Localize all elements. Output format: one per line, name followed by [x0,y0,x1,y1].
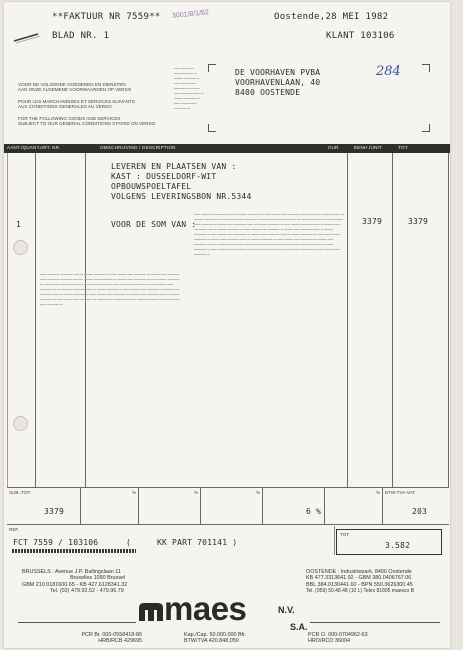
totals-rule-bottom [7,524,449,525]
footer-right-reg [308,632,368,645]
bleedthrough-text: ▬▬ ▬▬▬ ▬ ▬▬▬▬ ▬▬ ▬ ▬▬▬ ▬▬▬▬ ▬ ▬▬ ▬▬▬ ▬▬ ▬▬▬▬ ▬ ▬▬▬ ▬▬ ▬▬▬▬ ▬▬ ▬ ▬▬▬ ▬▬▬▬ ▬ ▬▬ ▬▬▬ ▬▬ ▬▬▬▬ ▬ [174,66,204,110]
punch-hole-bottom [13,416,28,431]
col-qty: AANT./QUANT. [7,145,41,150]
oostende-line-2: KB 477.3313641.92 - GBM 380.0406767.06 [306,575,412,582]
unit-price: 3379 [362,217,383,226]
pcr-right: PCR O. 000-0704962-63 [308,632,368,638]
ref-dotted-bar [12,549,136,553]
invoice-date: Oostende,28 MEI 1982 [274,12,389,22]
totals-sep-5 [324,487,325,524]
col-unit: EENH./UNIT [354,145,383,150]
brussels-address [22,569,127,594]
sheet-number: BLAD NR. 1 [52,31,110,41]
pct-2: % [194,490,199,495]
rule-cur [347,153,348,487]
desc-line-1: LEVEREN EN PLAATSEN VAN : [111,162,237,171]
punch-hole-top [13,240,28,255]
handwritten-number: 284 [376,64,401,79]
rule-right [448,153,449,487]
address-corner-bl [208,124,216,132]
paperclip-mark [12,32,42,44]
item-qty: 1 [16,220,22,229]
pct-4: % [376,490,381,495]
bleedthrough-body: ▬▬ ▬▬▬ ▬ ▬▬▬▬ ▬▬ ▬ ▬▬▬ ▬▬▬▬ ▬ ▬▬ ▬▬▬ ▬▬ ▬▬▬▬ ▬ ▬▬▬ ▬▬ ▬▬▬▬ ▬▬ ▬ ▬▬▬ ▬▬▬▬ ▬ ▬▬ ▬▬▬ ▬▬ ▬▬▬▬ ▬ ▬▬▬ ▬▬ ▬▬▬▬ ▬▬ ▬ ▬▬▬ ▬▬▬▬ ▬ ▬▬ ▬▬▬ ▬▬ ▬▬▬▬ ▬ ▬▬▬ ▬▬ ▬▬▬▬ ▬▬ ▬ ▬▬▬ ▬▬▬▬ ▬ ▬▬ ▬▬▬ ▬▬ ▬▬▬▬ ▬ ▬▬▬ ▬▬ ▬▬▬▬ ▬▬ ▬ ▬▬▬ ▬▬▬▬ ▬ ▬▬ ▬▬▬ ▬▬ ▬▬▬▬ ▬ ▬▬▬ ▬▬ ▬▬▬▬ ▬▬ ▬ ▬▬▬ ▬▬▬▬ ▬ ▬▬ ▬▬▬ ▬▬ ▬▬▬▬ ▬ ▬▬▬ ▬▬ ▬▬▬▬ ▬▬ ▬ ▬▬▬ ▬▬▬▬ ▬ ▬▬ ▬▬▬ ▬▬ ▬▬▬▬ ▬ ▬▬▬ ▬▬ ▬▬▬▬ ▬▬ ▬ ▬▬▬ ▬▬▬▬ ▬ ▬▬ ▬▬▬ ▬▬ ▬▬▬▬ ▬ ▬▬▬ ▬▬ ▬▬▬▬ ▬▬ ▬ ▬▬▬ ▬▬▬▬ ▬ ▬▬ ▬▬▬ ▬▬ ▬▬▬▬ ▬ ▬▬▬ ▬▬ ▬▬▬▬ ▬▬ ▬ ▬▬▬ ▬▬▬▬ ▬ ▬▬ ▬▬▬ ▬▬ ▬▬▬▬ ▬ ▬▬▬ ▬▬ ▬▬▬▬ ▬▬ ▬ ▬▬▬ ▬▬▬▬ ▬ ▬▬ ▬▬▬ ▬▬ ▬▬▬▬ ▬ [194,212,344,256]
conditions-fr: POUR LES MARCHANDISES ET SERVICES SUIVANTS AUX CONDITIONS GENERALES AU VERSO [18,99,135,110]
desc-line-3: OPBOUWSPOELTAFEL [111,182,192,191]
maes-logo-mark [138,602,164,622]
capital: Kap./Cap. 50.000.000 Bfr. [184,632,247,638]
address-corner-br [422,124,430,132]
brussels-line-2: Bruxelles 1090 Brussel [70,575,126,582]
pcr-left: PCR Br. 000-0558418-86 [81,632,142,638]
footer-center-reg [184,632,246,645]
col-description: OMSCHRIJVING / DESCRIPTION [100,145,176,150]
address-corner-tr [422,64,430,72]
totals-sep-4 [262,487,263,524]
subtot-value: 3379 [44,507,65,516]
footer-rule-left [18,622,136,623]
rule-unit [392,153,393,487]
ref-value: FCT 7559 / 103106 [13,538,99,547]
hrb-left: HRB/RCB 429695 [98,638,142,645]
invoice-number: **FAKTUUR NR 7559** [52,12,161,22]
sum-label: VOOR DE SOM VAN : [111,220,197,229]
desc-line-4: VOLGENS LEVERINGSBON NR.5344 [111,192,252,201]
invoice-page [4,2,450,648]
brussels-line-3: GBM 210.0181600.65 - KB 427.6128341.32 [22,581,128,588]
totals-sep-3 [200,487,201,524]
kk-part: KK PART 701141 ) [157,538,238,547]
totals-sep-1 [80,487,81,524]
oostende-line-3: BBL 384.0130441.60 - BPN 550.3626300.45 [306,581,413,588]
address-line-2: VOORHAVENLAAN, 40 [235,78,321,87]
oostende-line-4: Tel. (059) 50.48.48 (10 L) Telex 81805 maesco B [306,587,415,594]
vat-number: BTW/TVA 420.848.059 [184,638,239,645]
bleedthrough-left: ▬▬ ▬▬▬ ▬ ▬▬▬▬ ▬▬ ▬ ▬▬▬ ▬▬▬▬ ▬ ▬▬ ▬▬▬ ▬▬ ▬▬▬▬ ▬ ▬▬▬ ▬▬ ▬▬▬▬ ▬▬ ▬ ▬▬▬ ▬▬▬▬ ▬ ▬▬ ▬▬▬ ▬▬ ▬▬▬▬ ▬ ▬▬▬ ▬▬ ▬▬▬▬ ▬▬ ▬ ▬▬▬ ▬▬▬▬ ▬ ▬▬ ▬▬▬ ▬▬ ▬▬▬▬ ▬ ▬▬▬ ▬▬ ▬▬▬▬ ▬▬ ▬ ▬▬▬ ▬▬▬▬ ▬ ▬▬ ▬▬▬ ▬▬ ▬▬▬▬ ▬ ▬▬▬ ▬▬ ▬▬▬▬ ▬▬ ▬ ▬▬▬ ▬▬▬▬ ▬ ▬▬ ▬▬▬ ▬▬ ▬▬▬▬ ▬ ▬▬▬ ▬▬ ▬▬▬▬ ▬▬ ▬ ▬▬▬ ▬▬▬▬ ▬ ▬▬ ▬▬▬ ▬▬ ▬▬▬▬ ▬ ▬▬▬ ▬▬ ▬▬▬▬ ▬▬ ▬ ▬▬▬ ▬▬▬▬ ▬ ▬▬ ▬▬▬ ▬▬ ▬▬▬▬ ▬ ▬▬▬ ▬▬ ▬▬▬▬ ▬▬ ▬ ▬▬▬ ▬▬▬▬ ▬ ▬▬ ▬▬▬ ▬▬ ▬▬▬▬ ▬ [40,272,180,306]
hro-right: HRO/RCO 36004 [308,638,350,645]
address-line-1: DE VOORHAVEN PVBA [235,68,321,77]
vat-label: BTW-TVA-VAT [385,490,416,495]
address-corner-tl [208,64,216,72]
client-number: KLANT 103106 [326,31,395,41]
totals-sep-6 [382,487,383,524]
address-line-3: 8400 OOSTENDE [235,88,301,97]
oostende-address [306,569,414,594]
table-header [4,144,450,153]
nv-label: N.V. [278,605,295,615]
pct-1: % [132,490,137,495]
totals-sep-2 [138,487,139,524]
rule-qty [35,153,36,487]
col-cur: CUR. [328,145,341,150]
handwritten-stamp: 3001/8/1/82 [171,9,210,20]
conditions-nl: VOOR DE VOLGENDE GOEDEREN EN DIENSTEN AAN ONZE ALGEMENE VOORWAARDEN OP VERSO [18,82,132,93]
subtot-label: SUB.-TOT. [9,490,32,495]
footer-rule-right [310,622,440,623]
paren-open: ( [126,538,132,547]
maes-logo-text: maes [164,590,247,627]
rule-left [7,153,8,487]
brussels-line-1: BRUSSELS : Avenue J.P. Ballingslaan 11 [22,569,121,575]
desc-line-2: KAST : DUSSELDORF-WIT [111,172,217,181]
tot-label: TOT. [340,532,350,537]
ref-label: REF. [9,527,19,532]
vat-value: 203 [412,507,428,516]
col-total: TOT. [398,145,409,150]
brussels-line-4: Tel. (02) 479.92.52 - 479.96.79 [50,587,124,594]
oostende-line-1: OOSTENDE : Industriepark, 8400 Oostende [306,569,412,575]
sa-label: S.A. [290,622,308,632]
total-box-left-rule [334,526,335,555]
pct-3: % [256,490,261,495]
vat-rate: 6 % [306,507,322,516]
footer-left-reg [68,632,142,645]
col-artnr: ART. NR. [40,145,61,150]
tot-value: 3.582 [385,541,411,550]
line-total: 3379 [408,217,429,226]
total-box [336,529,442,555]
conditions-en: FOR THE FOLLOWING GOODS AND SERVICES SUBJECT TO OUR GENERAL CONDITIONS STATED ON VERSO [18,116,156,127]
